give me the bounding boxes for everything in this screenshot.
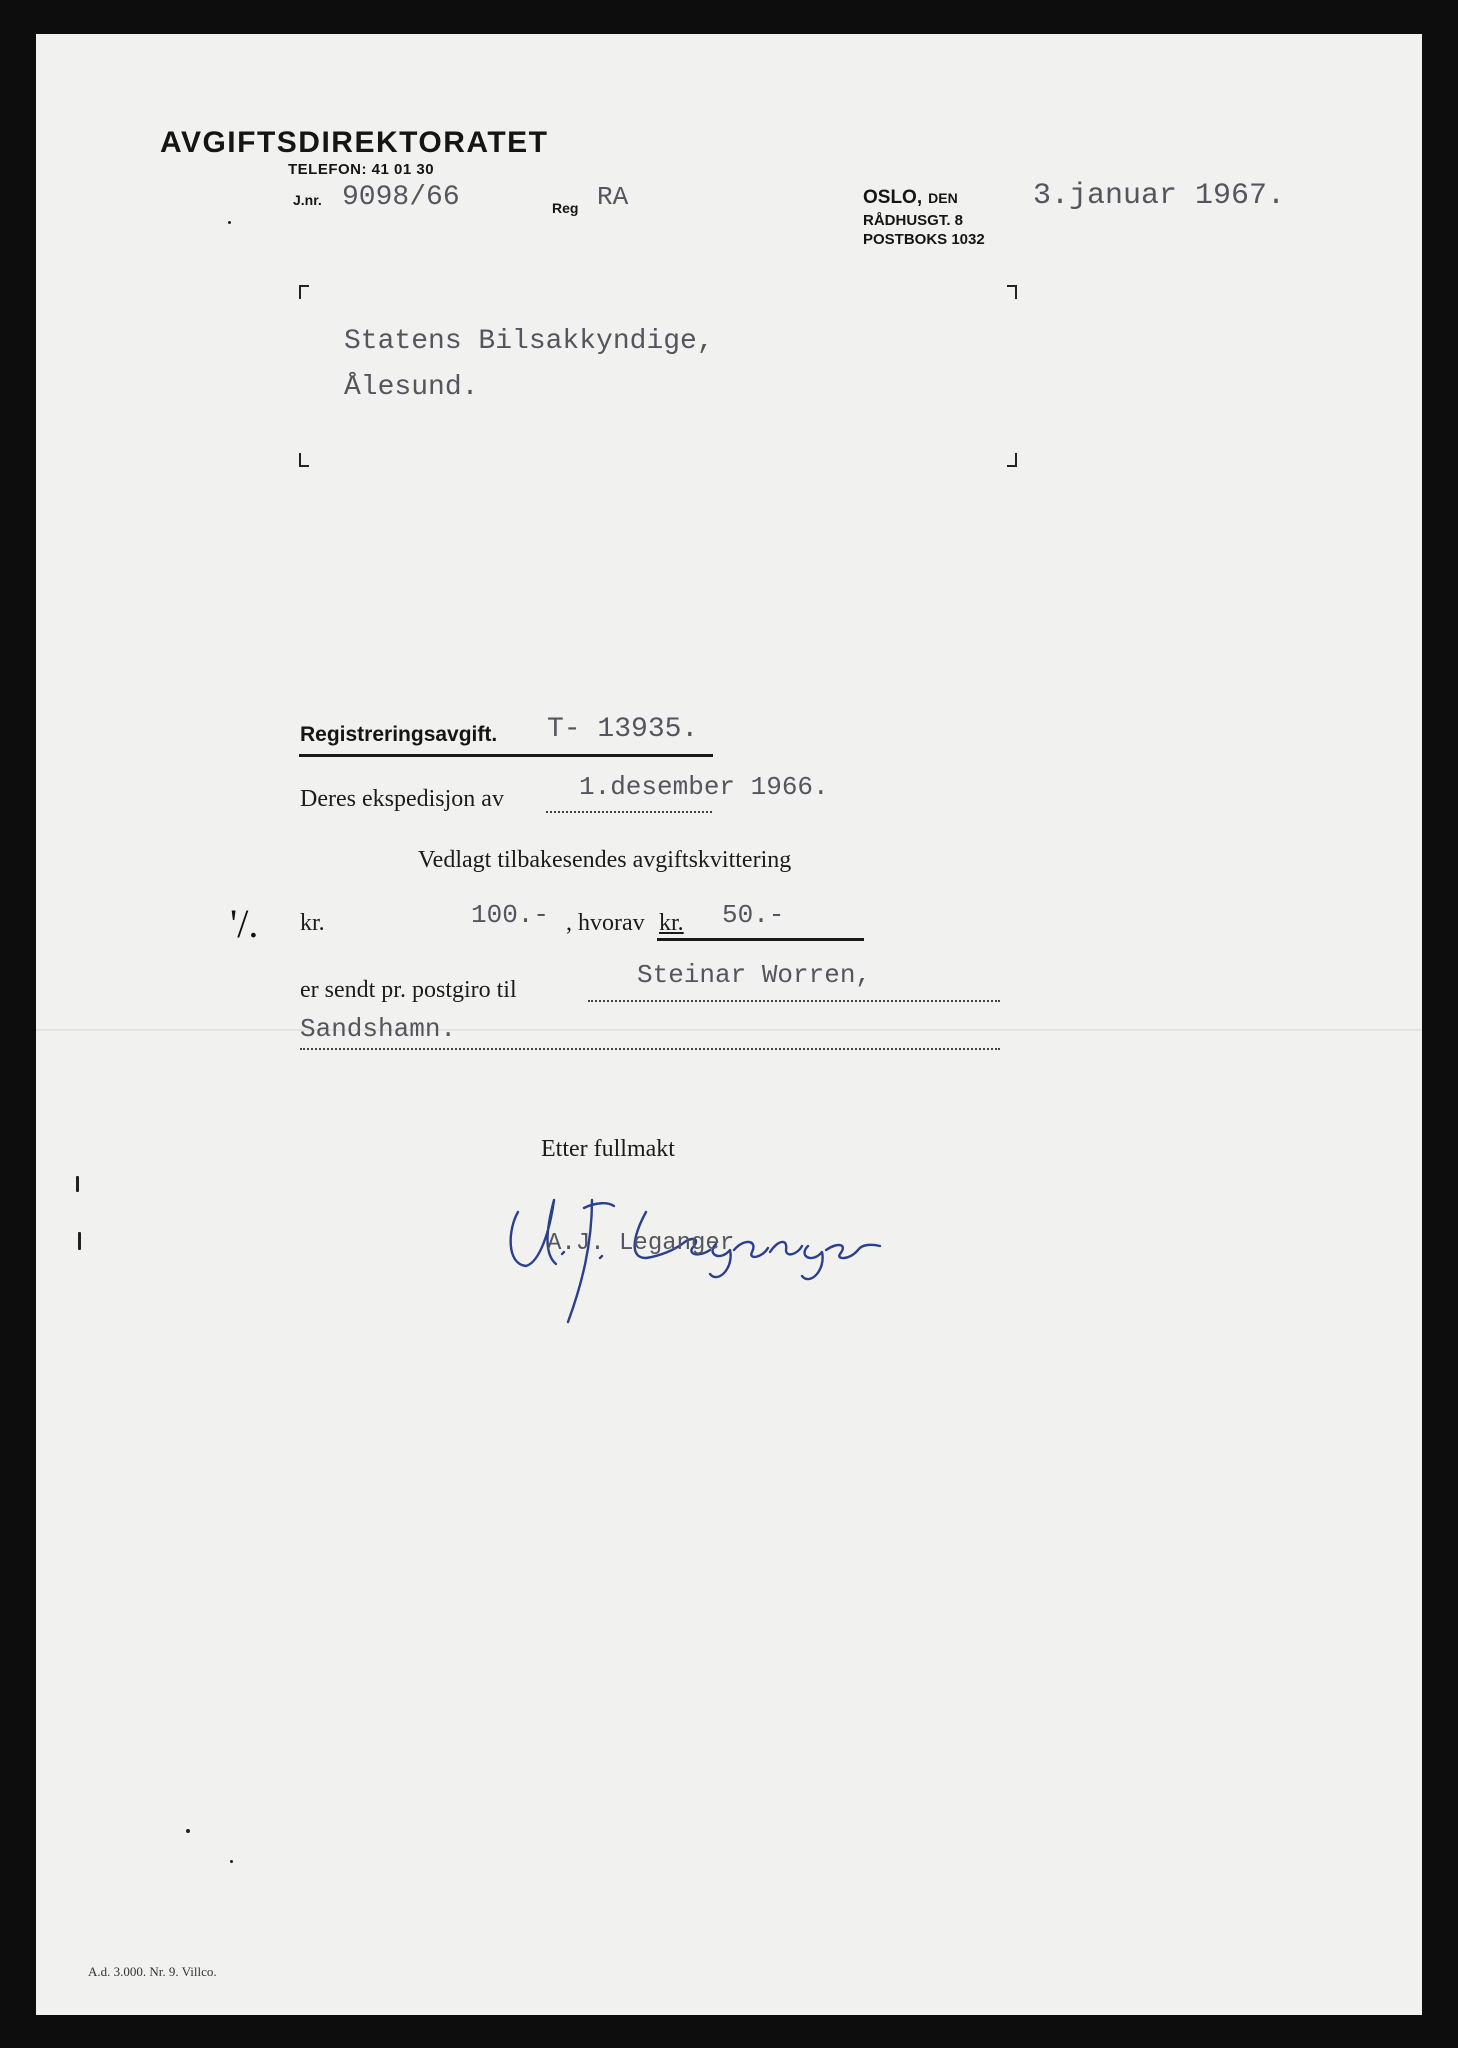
subject-underline xyxy=(299,754,713,757)
reg-value: RA xyxy=(597,182,629,212)
dotted-line xyxy=(588,1000,1000,1002)
print-info: A.d. 3.000. Nr. 9. Villco. xyxy=(88,1964,217,1979)
kr2-label: kr. xyxy=(659,910,684,936)
authority-text: Etter fullmakt xyxy=(541,1136,675,1162)
postgiro-recipient-line-2: Sandshamn. xyxy=(300,1014,457,1044)
address-window-corner-top-right xyxy=(1007,285,1017,299)
paper-speck xyxy=(78,1232,81,1250)
dotted-line xyxy=(546,811,712,813)
deres-label: Deres ekspedisjon av xyxy=(300,786,504,812)
telephone: TELEFON: 41 01 30 xyxy=(288,161,435,178)
paper-speck xyxy=(228,221,231,224)
deres-date: 1.desember 1966. xyxy=(579,772,829,802)
letter-page xyxy=(36,34,1422,2015)
address-window-corner-top-left xyxy=(299,285,309,299)
letter-date: 3.januar 1967. xyxy=(1033,179,1286,213)
subject-label: Registreringsavgift. xyxy=(300,723,498,746)
partial-amount: 50.- xyxy=(722,900,785,930)
signer-name: A.J. Leganger xyxy=(547,1230,735,1257)
den-label: DEN xyxy=(928,190,958,206)
subject-value: T- 13935. xyxy=(547,714,699,745)
city: OSLO, xyxy=(863,187,923,208)
margin-mark: '/. xyxy=(230,901,259,946)
recipient-line-1: Statens Bilsakkyndige, xyxy=(344,326,714,357)
paper-speck xyxy=(76,1176,79,1192)
postgiro-recipient: Steinar Worren, xyxy=(637,960,872,990)
vedlagt-text: Vedlagt tilbakesendes avgiftskvittering xyxy=(418,847,792,873)
reg-label: Reg xyxy=(552,200,579,216)
paper-speck xyxy=(230,1860,233,1863)
journal-number: 9098/66 xyxy=(342,182,460,213)
amount: 100.- xyxy=(471,900,550,930)
po-box: POSTBOKS 1032 xyxy=(863,231,985,248)
city-line xyxy=(863,187,958,209)
address-window-corner-bottom-left xyxy=(299,453,309,467)
dotted-line xyxy=(300,1048,1000,1050)
page-fold xyxy=(36,1029,1422,1031)
kr-label: kr. xyxy=(300,910,325,936)
sendt-label: er sendt pr. postgiro til xyxy=(300,977,517,1003)
paper-speck xyxy=(186,1829,190,1833)
journal-label: J.nr. xyxy=(293,192,322,208)
address-window-corner-bottom-right xyxy=(1007,453,1017,467)
hvorav-label: , hvorav xyxy=(566,910,645,936)
amount-underline xyxy=(657,938,864,941)
street-address: RÅDHUSGT. 8 xyxy=(863,212,964,229)
recipient-line-2: Ålesund. xyxy=(344,372,479,403)
handwritten-signature xyxy=(496,1134,896,1324)
organization-name: AVGIFTSDIREKTORATET xyxy=(160,126,549,159)
